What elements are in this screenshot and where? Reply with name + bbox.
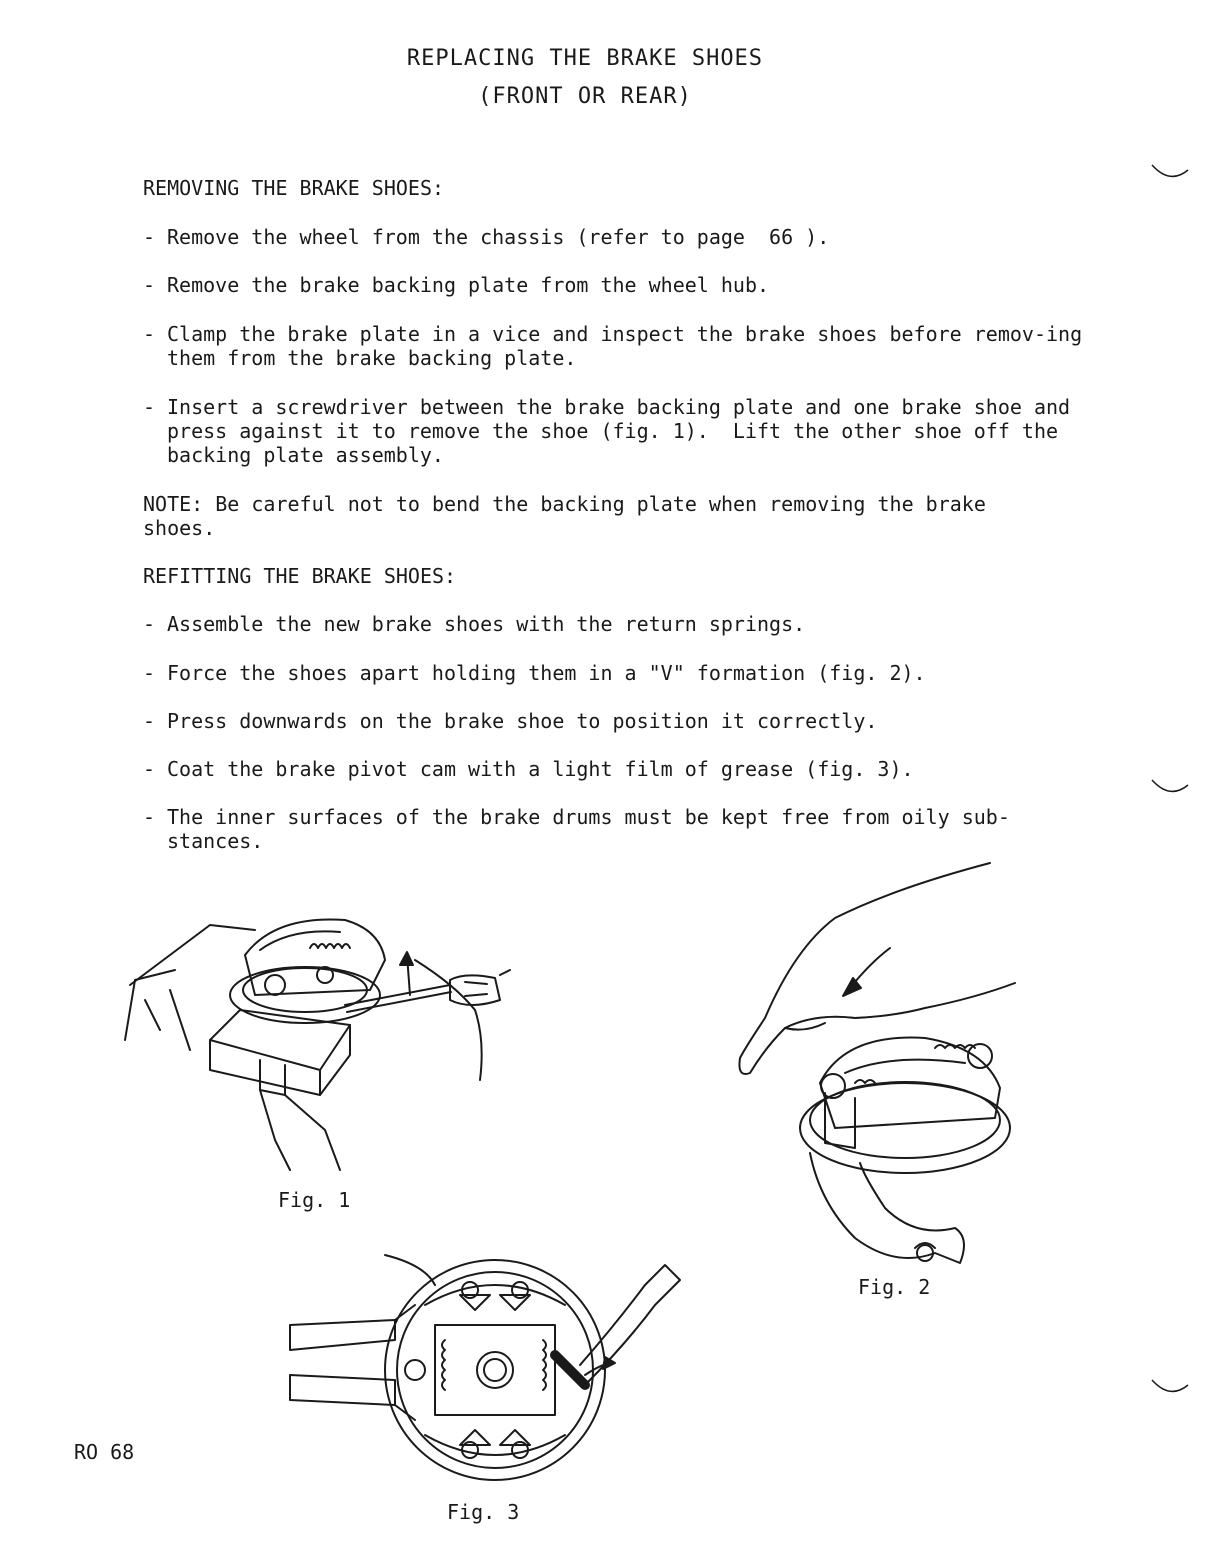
figure-3-illustration (285, 1245, 705, 1495)
step-text: Press downwards on the brake shoe to position it correctly. (167, 709, 878, 733)
bullet-dash: - (143, 757, 156, 781)
step-text: Remove the wheel from the chassis (refer to page 66 ). (167, 225, 830, 249)
figure-1-illustration (115, 900, 515, 1180)
removing-step-2 (143, 273, 1083, 297)
bullet-dash: - (143, 273, 156, 297)
figure-2-illustration (725, 858, 1025, 1278)
step-text: Force the shoes apart holding them in a "V" formation (fig. 2). (167, 661, 926, 685)
figure-1-caption: Fig. 1 (278, 1188, 351, 1212)
bullet-dash: - (143, 709, 156, 733)
bullet-dash: - (143, 661, 156, 685)
step-text: The inner surfaces of the brake drums must be kept free from oily sub-stances. (167, 805, 1010, 853)
step-text: Coat the brake pivot cam with a light film of grease (fig. 3). (167, 757, 914, 781)
removing-heading: REMOVING THE BRAKE SHOES: (143, 176, 445, 200)
refitting-step-2 (143, 661, 1083, 685)
refitting-step-5 (143, 805, 1083, 853)
bullet-dash: - (143, 395, 156, 419)
step-text: Clamp the brake plate in a vice and inspect the brake shoes before remov-ing them from the brake backing plate. (167, 322, 1095, 370)
page-number: RO 68 (74, 1440, 135, 1464)
refitting-heading: REFITTING THE BRAKE SHOES: (143, 564, 457, 588)
page-title: REPLACING THE BRAKE SHOES (406, 46, 764, 71)
removing-step-4 (143, 395, 1083, 467)
removing-step-3 (143, 322, 1095, 370)
step-text: Assemble the new brake shoes with the return springs. (167, 612, 806, 636)
binding-hole-mark (1150, 775, 1190, 809)
removing-step-1 (143, 225, 1083, 249)
bullet-dash: - (143, 805, 156, 829)
binding-hole-mark (1150, 160, 1190, 194)
step-text: Remove the brake backing plate from the wheel hub. (167, 273, 770, 297)
bullet-dash: - (143, 612, 156, 636)
refitting-step-1 (143, 612, 1083, 636)
bullet-dash: - (143, 225, 156, 249)
figure-2-caption: Fig. 2 (858, 1275, 931, 1299)
bullet-dash: - (143, 322, 156, 346)
refitting-step-4 (143, 757, 1083, 781)
note: NOTE: Be careful not to bend the backing plate when removing the brake shoes. (143, 492, 986, 540)
step-text: Insert a screwdriver between the brake backing plate and one brake shoe and press against it to remove the shoe (fig. 1). Lift the other shoe off the backing plate assembly. (167, 395, 1083, 467)
page-subtitle: (FRONT OR REAR) (478, 84, 692, 109)
binding-hole-mark (1150, 1375, 1190, 1409)
figure-3-caption: Fig. 3 (447, 1500, 520, 1524)
refitting-step-3 (143, 709, 1083, 733)
